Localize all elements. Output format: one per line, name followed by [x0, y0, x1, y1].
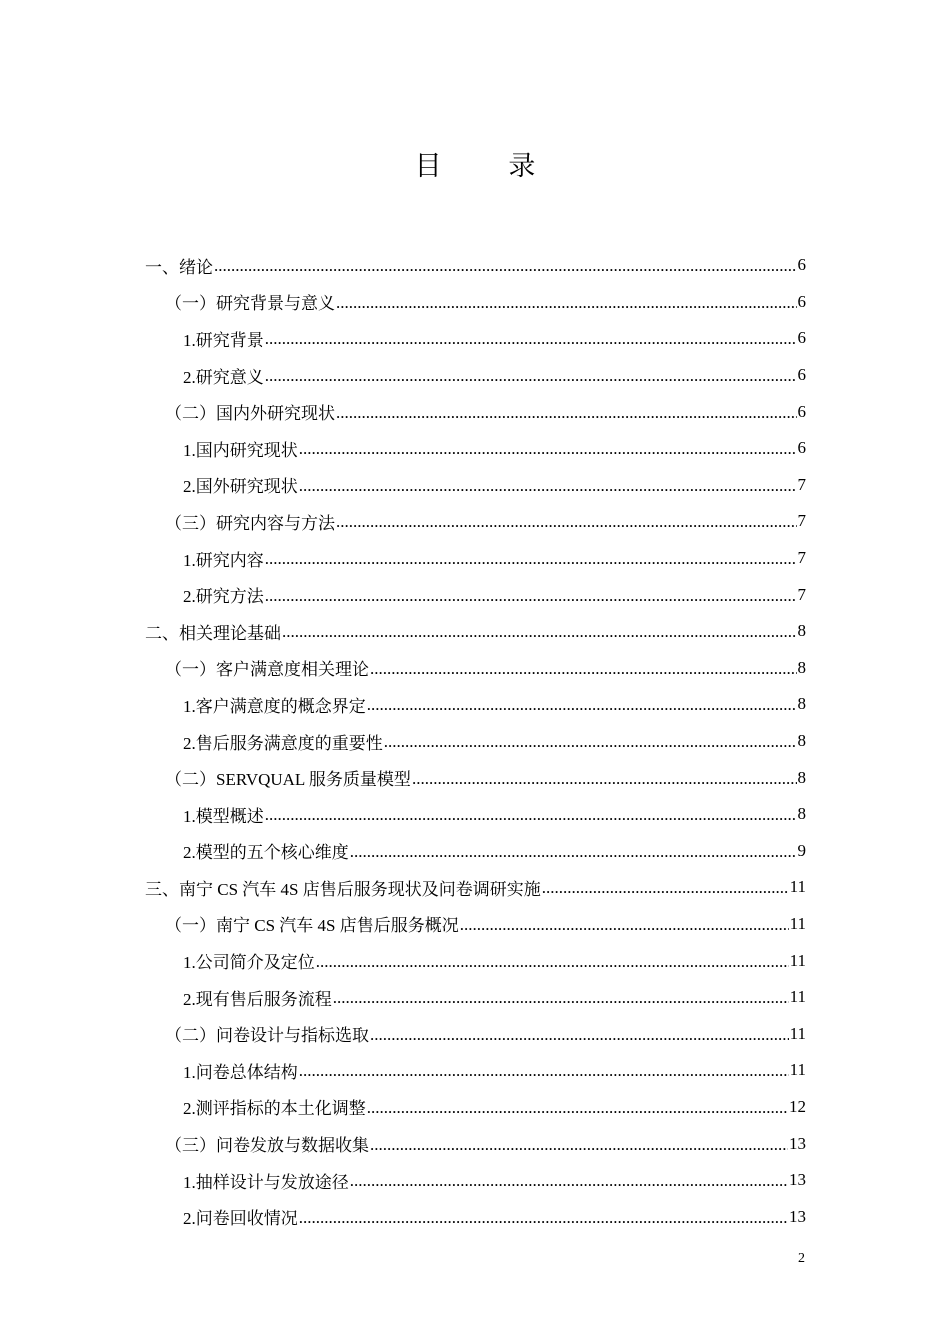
toc-entry-page: 8: [797, 767, 806, 787]
toc-entry[interactable]: [183, 357, 806, 394]
toc-entry[interactable]: [165, 284, 806, 321]
toc-dot-leader: [350, 1171, 788, 1191]
toc-entry-label: （三）研究内容与方法: [165, 513, 335, 533]
toc-entry-page: 6: [797, 438, 806, 458]
toc-entry[interactable]: [183, 467, 806, 504]
toc-dot-leader: [370, 1025, 789, 1045]
toc-entry-label: 1.客户满意度的概念界定: [183, 696, 366, 716]
toc-entry-label: 2.售后服务满意度的重要性: [183, 733, 383, 753]
toc-entry-page: 8: [797, 657, 806, 677]
toc-entry[interactable]: [183, 833, 806, 870]
toc-entry[interactable]: [183, 1198, 806, 1235]
toc-dot-leader: [367, 695, 797, 715]
toc-entry[interactable]: [165, 1125, 806, 1162]
table-of-contents: [0, 247, 950, 1235]
toc-entry-label: 三、南宁 CS 汽车 4S 店售后服务现状及问卷调研实施: [145, 879, 541, 899]
toc-entry[interactable]: [165, 906, 806, 943]
toc-entry-page: 9: [797, 840, 806, 860]
toc-entry-page: 6: [797, 328, 806, 348]
toc-entry-label: 1.问卷总体结构: [183, 1062, 298, 1082]
toc-entry-label: （一）客户满意度相关理论: [165, 660, 369, 680]
toc-entry-page: 7: [797, 511, 806, 531]
toc-entry-page: 8: [797, 621, 806, 641]
toc-entry[interactable]: [183, 796, 806, 833]
toc-dot-leader: [316, 952, 789, 972]
toc-entry-page: 11: [789, 877, 806, 897]
toc-entry-label: 2.现有售后服务流程: [183, 989, 332, 1009]
toc-entry[interactable]: [183, 723, 806, 760]
toc-entry-page: 12: [789, 1096, 806, 1116]
toc-entry-page: 13: [789, 1170, 806, 1190]
page-number: 2: [798, 1251, 805, 1266]
toc-entry-label: 2.研究意义: [183, 367, 264, 387]
toc-entry-page: 13: [789, 1133, 806, 1153]
toc-dot-leader: [265, 549, 797, 569]
page-title: 目 录: [414, 151, 566, 181]
toc-entry-page: 13: [789, 1206, 806, 1226]
toc-entry-label: （二）SERVQUAL 服务质量模型: [165, 770, 411, 790]
toc-dot-leader: [336, 403, 797, 423]
toc-entry-label: 2.问卷回收情况: [183, 1209, 298, 1229]
toc-dot-leader: [460, 915, 789, 935]
toc-entry-page: 7: [797, 584, 806, 604]
toc-dot-leader: [282, 622, 797, 642]
toc-dot-leader: [542, 878, 789, 898]
toc-entry[interactable]: [183, 320, 806, 357]
toc-entry[interactable]: [145, 613, 806, 650]
toc-entry[interactable]: [165, 503, 806, 540]
toc-entry[interactable]: [183, 942, 806, 979]
toc-dot-leader: [370, 659, 797, 679]
toc-entry[interactable]: [183, 576, 806, 613]
toc-entry-page: 11: [789, 1023, 806, 1043]
toc-entry-page: 7: [797, 548, 806, 568]
toc-entry-page: 7: [797, 474, 806, 494]
toc-entry[interactable]: [183, 1089, 806, 1126]
toc-entry-label: （一）南宁 CS 汽车 4S 店售后服务概况: [165, 916, 459, 936]
toc-entry[interactable]: [183, 430, 806, 467]
toc-entry[interactable]: [183, 979, 806, 1016]
toc-entry-label: 1.模型概述: [183, 806, 264, 826]
toc-entry-label: 2.测评指标的本土化调整: [183, 1099, 366, 1119]
toc-dot-leader: [265, 366, 797, 386]
toc-entry-page: 6: [797, 401, 806, 421]
toc-entry-page: 11: [789, 913, 806, 933]
toc-entry-page: 11: [789, 950, 806, 970]
toc-dot-leader: [299, 439, 797, 459]
toc-entry[interactable]: [145, 869, 806, 906]
toc-entry-label: 1.公司简介及定位: [183, 953, 315, 973]
toc-entry-label: 二、相关理论基础: [145, 623, 281, 643]
toc-entry-page: 6: [797, 291, 806, 311]
toc-entry[interactable]: [165, 1015, 806, 1052]
toc-dot-leader: [412, 769, 797, 789]
toc-entry-page: 8: [797, 731, 806, 751]
toc-entry[interactable]: [165, 650, 806, 687]
toc-dot-leader: [333, 988, 789, 1008]
toc-entry[interactable]: [165, 759, 806, 796]
toc-entry-label: 2.研究方法: [183, 587, 264, 607]
toc-entry-page: 11: [789, 987, 806, 1007]
toc-dot-leader: [350, 842, 797, 862]
toc-entry[interactable]: [183, 686, 806, 723]
toc-entry-label: 1.研究背景: [183, 330, 264, 350]
toc-entry-page: 6: [797, 365, 806, 385]
toc-dot-leader: [214, 256, 797, 276]
toc-entry[interactable]: [145, 247, 806, 284]
toc-entry-page: 11: [789, 1060, 806, 1080]
toc-dot-leader: [336, 512, 797, 532]
toc-entry-label: 1.国内研究现状: [183, 440, 298, 460]
toc-entry-label: （二）问卷设计与指标选取: [165, 1026, 369, 1046]
toc-entry-label: （二）国内外研究现状: [165, 404, 335, 424]
toc-dot-leader: [384, 732, 797, 752]
toc-entry-page: 8: [797, 804, 806, 824]
toc-dot-leader: [265, 805, 797, 825]
toc-dot-leader: [299, 1208, 788, 1228]
toc-entry-page: 6: [797, 255, 806, 275]
toc-entry[interactable]: [165, 393, 806, 430]
toc-dot-leader: [265, 586, 797, 606]
toc-entry-label: 一、绪论: [145, 257, 213, 277]
toc-dot-leader: [370, 1135, 788, 1155]
toc-entry-label: 2.模型的五个核心维度: [183, 843, 349, 863]
toc-entry-page: 8: [797, 694, 806, 714]
toc-dot-leader: [336, 293, 797, 313]
toc-entry-label: 1.研究内容: [183, 550, 264, 570]
toc-entry-label: （三）问卷发放与数据收集: [165, 1136, 369, 1156]
toc-dot-leader: [299, 1061, 789, 1081]
toc-dot-leader: [367, 1098, 788, 1118]
toc-entry[interactable]: [183, 1162, 806, 1199]
toc-entry-label: 2.国外研究现状: [183, 477, 298, 497]
toc-entry[interactable]: [183, 540, 806, 577]
toc-dot-leader: [299, 476, 797, 496]
toc-entry-label: （一）研究背景与意义: [165, 294, 335, 314]
toc-dot-leader: [265, 329, 797, 349]
toc-entry[interactable]: [183, 1052, 806, 1089]
toc-entry-label: 1.抽样设计与发放途径: [183, 1172, 349, 1192]
